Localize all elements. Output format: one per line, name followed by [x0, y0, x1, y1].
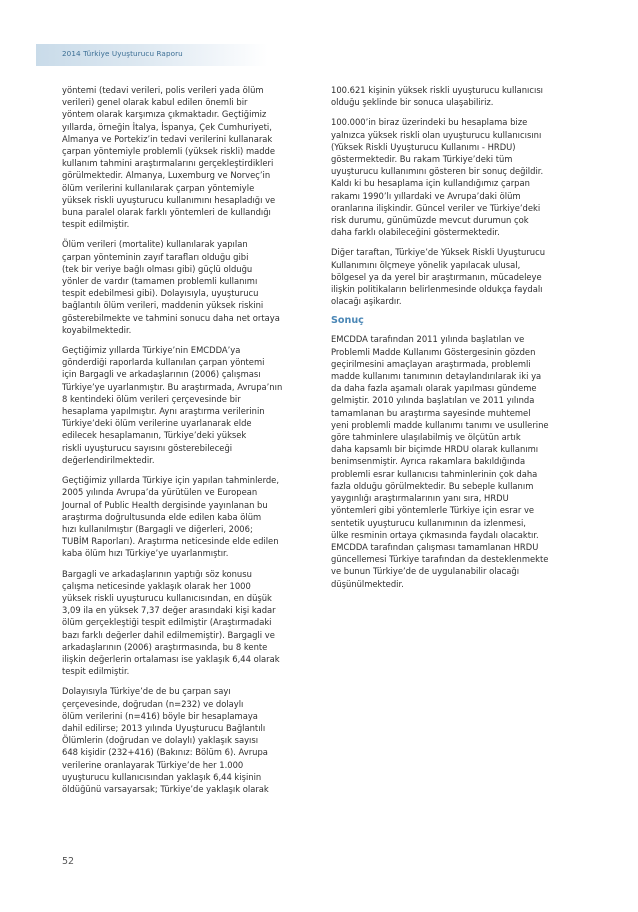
- conclusion-paragraph: EMCDDA tarafından 2011 yılında başlatılan ve Problemli Madde Kullanımı Göstergesinin gözden geçirilmesini amaçlayan araştırmada, problemli madde kullanımı tanımının detaylandırılarak iki ya da daha fazla aşamalı olarak yapılması gündeme gelmiştir. 2010 yılında başlatılan ve 2011 yılında tamamlanan bu araştırma sayesinde muhtemel yeni problemli madde kullanımı tanımı ve usullerine göre tahminlere ulaşılabilmiş ve ölçütün artık daha kapsamlı bir biçimde HRDU olarak kullanımı benimsenmiştir. Ayrıca rakamlara bakıldığında problemli esrar kullanıcısı tahminlerinin çok daha fazla olduğu görülmektedir. Bu sebeple kullanım yaygınlığı araştırmalarının yanı sıra, HRDU yöntemleri gibi yöntemlerle Türkiye için esrar ve sentetik uyuşturucu kullanımının da izlenmesi, ülke resminin ortaya çıkmasında faydalı olacaktır. EMCDDA tarafından çalışması tamamlanan HRDU güncellemesi Türkiye tarafından da desteklenmekte ve bunun Türkiye’de de uygulanabilir olacağı düşünülmektedir.: [331, 334, 549, 589]
- left-paragraph-4: Geçtiğimiz yıllarda Türkiye için yapılan tahminlerde, 2005 yılında Avrupa’da yürütülen ve European Journal of Public Health dergisinde yayınlanan bu araştırma doğrultusunda elde edilen kaba ölüm hızı kullanılmıştır (Bargagli ve diğerleri, 2006; TUBİM Raporları). Araştırma neticesinde elde edilen kaba ölüm hızı Türkiye’ye uyarlanmıştır.: [62, 475, 279, 559]
- right-paragraph-3: Diğer taraftan, Türkiye’de Yüksek Riskli Uyuşturucu Kullanımını ölçmeye yönelik yapılacak ulusal, bölgesel ya da yerel bir araştırmanın, mücadeleye ilişkin politikaların belirlenmesinde oldukça faydalı olacağı aşikardır.: [331, 247, 546, 307]
- right-column: [331, 84, 581, 598]
- left-paragraph-2: Ölüm verileri (mortalite) kullanılarak yapılan çarpan yönteminin zayıf tarafları olduğu gibi (tek bir veriye bağlı olması gibi) güçlü olduğu yönler de vardır (tamamen problemli kullanımı tespit edebilmesi gibi). Dolayısıyla, uyuşturucu bağlantılı ölüm verileri, maddenin yüksek riskini gösterebilmekte ve tahmini sonucu daha net ortaya koyabilmektedir.: [62, 239, 280, 335]
- left-paragraph-3: Geçtiğimiz yıllarda Türkiye’nin EMCDDA’ya gönderdiği raporlarda kullanılan çarpan yöntemi için Bargagli ve arkadaşlarının (2006) çalışması Türkiye’ye uyarlanmıştır. Bu araştırmada, Avrupa’nın 8 kentindeki ölüm verileri çerçevesinde bir hesaplama yapılmıştır. Aynı araştırma verilerinin Türkiye’deki ölüm verilerine uyarlanarak elde edilecek hesaplamanın, Türkiye’deki yüksek riskli uyuşturucu sayısını gösterebileceği değerlendirilmektedir.: [62, 345, 283, 465]
- left-paragraph-1: yöntemi (tedavi verileri, polis verileri yada ölüm verileri) genel olarak kabul edilen önemli bir yöntem olarak karşımıza çıkmaktadır. Geçtiğimiz yıllarda, örneğin İtalya, İspanya, Çek Cumhuriyeti, Almanya ve Portekiz’in tedavi verilerini kullanarak çarpan yöntemiyle problemli (yüksek riskli) madde kullanım tahmini araştırmalarını gerçekleştirdikleri görülmektedir. Almanya, Luxemburg ve Norveç’in ölüm verilerini kullanılarak çarpan yöntemiyle yüksek riskli uyuşturucu kullanımını hesapladığı ve buna paralel olarak farklı yöntemleri de kullandığı tespit edilmiştir.: [62, 85, 276, 230]
- left-paragraph-5: Bargagli ve arkadaşlarının yaptığı söz konusu çalışma neticesinde yaklaşık olarak her 1000 yüksek riskli uyuşturucu kullanıcısından, en düşük 3,09 ila en yüksek 7,37 değer arasındaki kişi kadar ölüm gerçekleştiği tespit edilmiştir (Araştırmadaki bazı farklı değerler dahil edilmemiştir). Bargagli ve arkadaşlarının (2006) araştırmasında, bu 8 kente ilişkin değerlerin ortalaması ise yaklaşık 6,44 olarak tespit edilmiştir.: [62, 568, 280, 677]
- page-number: 52: [62, 856, 75, 867]
- left-paragraph-6: Dolayısıyla Türkiye’de de bu çarpan sayı çerçevesinde, doğrudan (n=232) ve dolaylı ölüm verilerini (n=416) böyle bir hesaplamaya dahil edilirse; 2013 yılında Uyuşturucu Bağlantılı Ölümlerin (doğrudan ve dolaylı) yaklaşık sayısı 648 kişidir (232+416) (Bakınız: Bölüm 6). Avrupa verilerine oranlayarak Türkiye’de her 1.000 uyuşturucu kullanıcısından yaklaşık 6,44 kişinin öldüğünü varsayarsak; Türkiye’de yaklaşık olarak: [62, 686, 269, 794]
- section-heading-sonuc: Sonuç: [331, 315, 364, 327]
- left-column: [62, 84, 310, 803]
- running-header: 2014 Türkiye Uyuşturucu Raporu: [62, 49, 183, 58]
- right-paragraph-1: 100.621 kişinin yüksek riskli uyuşturucu kullanıcısı olduğu şeklinde bir sonuca ulaşabiliriz.: [331, 85, 544, 108]
- right-paragraph-2: 100.000’in biraz üzerindeki bu hesaplama bize yalnızca yüksek riskli olan uyuşturucu kullanıcısını (Yüksek Riskli Uyuşturucu Kullanımı - HRDU) göstermektedir. Bu rakam Türkiye’deki tüm uyuşturucu kullanımını gösteren bir sonuç değildir. Kaldı ki bu hesaplama için kullandığımız çarpan rakamı 1990’lı yıllardaki ve Avrupa’daki ölüm oranlarına ilişkindir. Güncel veriler ve Türkiye’deki risk durumu, günümüzde mevcut durumun çok daha farklı olabileceğini göstermektedir.: [331, 117, 544, 238]
